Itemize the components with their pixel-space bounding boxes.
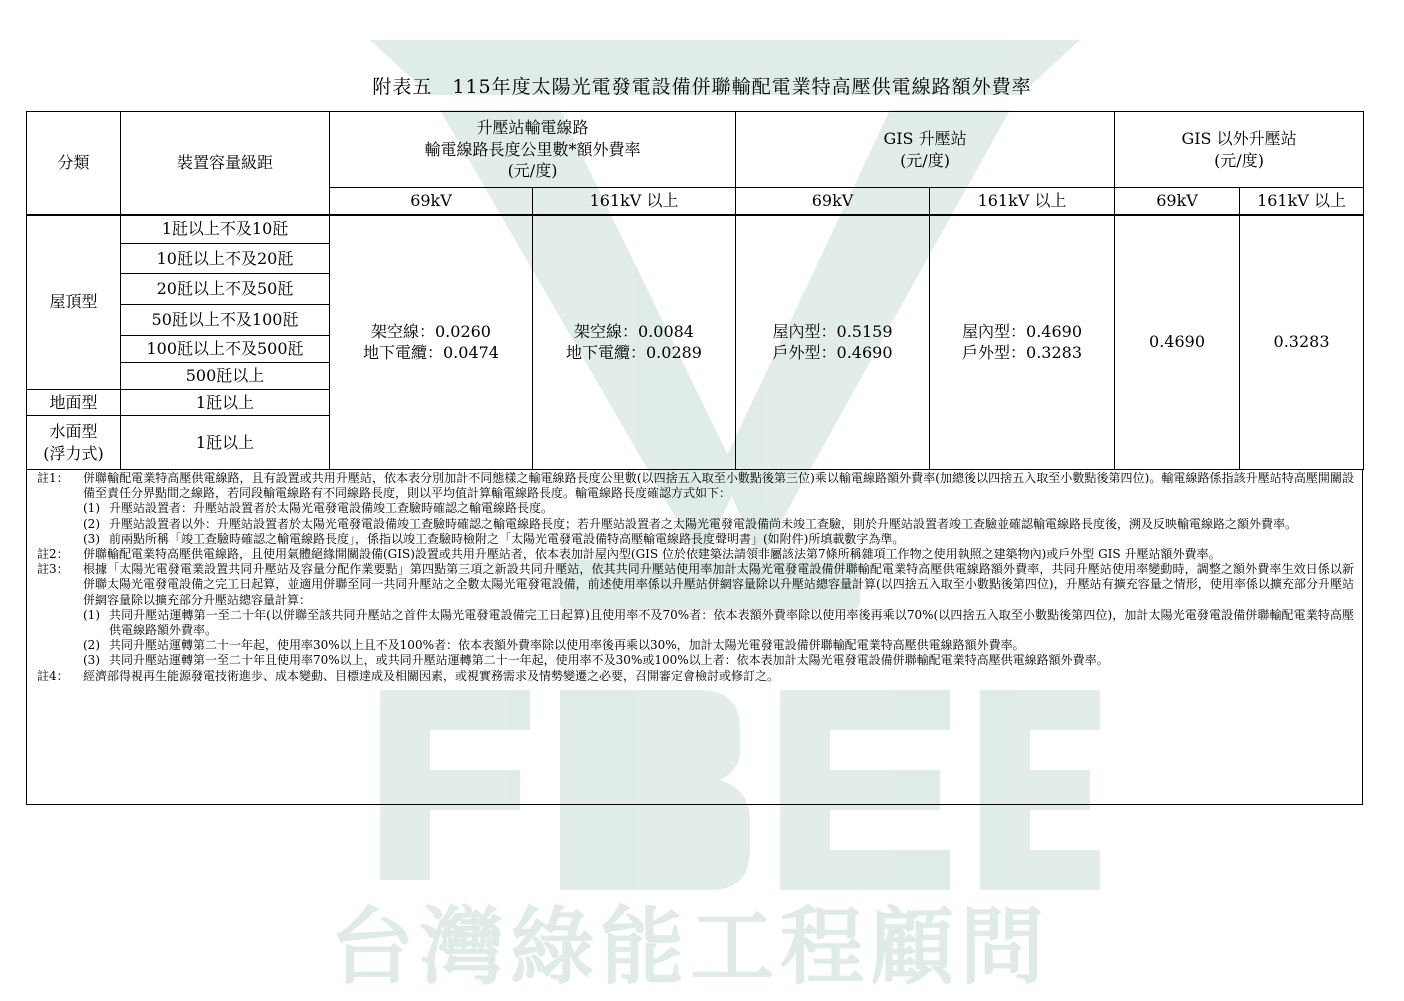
rate-table bbox=[26, 111, 1364, 470]
note-tag: 註3： bbox=[37, 562, 69, 577]
note-tag: 註1： bbox=[37, 471, 69, 485]
item-tag: (3) bbox=[83, 531, 100, 546]
rate-line-161kv: 架空線：0.0084 地下電纜：0.0289 bbox=[533, 215, 736, 470]
capacity-range: 1瓩以上 bbox=[121, 390, 330, 416]
note-1-item-1 bbox=[37, 501, 1354, 516]
note-3-item-3 bbox=[37, 653, 1354, 668]
item-tag: (2) bbox=[83, 638, 100, 653]
header-transmission-line: 升壓站輸電線路 輸電線路長度公里數*額外費率 (元/度) bbox=[330, 112, 736, 188]
rate-gis-161kv: 屋內型：0.4690 戶外型：0.3283 bbox=[930, 215, 1115, 470]
capacity-range: 100瓩以上不及500瓩 bbox=[121, 336, 330, 363]
note-text: 併聯輸配電業特高壓供電線路，且使用氣體絕緣開關設備(GIS)設置或共用升壓站者，依本表加計屋內型(GIS 位於依建築法請領非屬該法第7條所稱雜項工作物之使用執照之建築物內)或戶外型 GIS 升壓站額外費率。 bbox=[83, 547, 1221, 562]
header-row-1 bbox=[27, 112, 1364, 188]
rate-line-69kv: 架空線：0.0260 地下電纜：0.0474 bbox=[330, 215, 533, 470]
rate-nongis-69kv: 0.4690 bbox=[1115, 215, 1240, 470]
capacity-range: 1瓩以上 bbox=[121, 416, 330, 470]
note-4 bbox=[37, 669, 1354, 684]
header-gis-161kv: 161kV 以上 bbox=[930, 188, 1115, 215]
category-water: 水面型 (浮力式) bbox=[27, 416, 121, 470]
capacity-range: 500瓩以上 bbox=[121, 363, 330, 390]
category-ground: 地面型 bbox=[27, 390, 121, 416]
note-text: 併聯輸配電業特高壓供電線路，且有設置或共用升壓站，依本表分別加計不同態樣之輸電線路長度公里數(以四捨五入取至小數點後第三位)乘以輸電線路額外費率(加總後以四捨五入取至小數點後第四位)。輸電線路係指該升壓站特高壓開關設備至責任分界點間之線路，若同段輸電線路有不同線路長度，則以平均值計算輸電線路長度。輸電線路長度確認方式如下： bbox=[83, 471, 1354, 501]
header-gis-substation: GIS 升壓站 (元/度) bbox=[736, 112, 1115, 188]
capacity-range: 50瓩以上不及100瓩 bbox=[121, 305, 330, 336]
note-tag: 註4： bbox=[37, 668, 69, 683]
header-capacity: 裝置容量級距 bbox=[121, 112, 330, 215]
item-text: 共同升壓站運轉第一至二十年(以併聯至該共同升壓站之首件太陽光電發電設備完工日起算)且使用率不及70%者：依本表額外費率除以使用率後再乘以70%(以四捨五入取至小數點後第四位)，加計太陽光電發電設備併聯輸配電業特高壓供電線路額外費率。 bbox=[109, 607, 1354, 638]
rate-gis-69kv: 屋內型：0.5159 戶外型：0.4690 bbox=[736, 215, 930, 470]
item-tag: (1) bbox=[83, 501, 100, 516]
note-3-item-1 bbox=[37, 608, 1354, 638]
header-category: 分類 bbox=[27, 112, 121, 215]
header-nongis-69kv: 69kV bbox=[1115, 188, 1240, 215]
header-line-69kv: 69kV bbox=[330, 188, 533, 215]
item-tag: (3) bbox=[83, 653, 100, 668]
item-text: 前兩點所稱「竣工查驗時確認之輸電線路長度」，係指以竣工查驗時檢附之「太陽光電發電設備特高壓輸電線路長度聲明書」(如附件)所填載數字為準。 bbox=[109, 531, 905, 546]
header-nongis-161kv: 161kV 以上 bbox=[1240, 188, 1364, 215]
table-row bbox=[27, 215, 1364, 244]
note-text: 經濟部得視再生能源發電技術進步、成本變動、目標達成及相關因素，或視實務需求及情勢變遷之必要，召開審定會檢討或修訂之。 bbox=[83, 668, 780, 683]
header-gis-69kv: 69kV bbox=[736, 188, 930, 215]
header-non-gis-substation: GIS 以外升壓站 (元/度) bbox=[1115, 112, 1364, 188]
item-text: 升壓站設置者以外：升壓站設置者於太陽光電發電設備竣工查驗時確認之輸電線路長度；若升壓站設置者之太陽光電發電設備尚未竣工查驗，則於升壓站設置者竣工查驗並確認輸電線路長度後，溯及反映輸電線路之額外費率。 bbox=[109, 516, 1298, 531]
capacity-range: 1瓩以上不及10瓩 bbox=[121, 215, 330, 244]
rate-nongis-161kv: 0.3283 bbox=[1240, 215, 1364, 470]
notes-section bbox=[26, 469, 1363, 805]
capacity-range: 20瓩以上不及50瓩 bbox=[121, 274, 330, 305]
watermark-text: 台灣綠能工程顧問 bbox=[330, 898, 1051, 996]
note-1-item-3 bbox=[37, 532, 1354, 547]
item-text: 升壓站設置者：升壓站設置者於太陽光電發電設備竣工查驗時確認之輸電線路長度。 bbox=[109, 501, 554, 516]
item-text: 共同升壓站運轉第二十一年起，使用率30%以上且不及100%者：依本表額外費率除以使用率後再乘以30%，加計太陽光電發電設備併聯輸配電業特高壓供電線路額外費率。 bbox=[109, 638, 1025, 653]
page-title: 附表五 115年度太陽光電發電設備併聯輸配電業特高壓供電線路額外費率 bbox=[372, 76, 1032, 98]
note-1 bbox=[37, 471, 1354, 501]
note-3 bbox=[37, 562, 1354, 608]
note-2 bbox=[37, 547, 1354, 562]
item-tag: (1) bbox=[83, 607, 100, 622]
note-tag: 註2： bbox=[37, 547, 69, 562]
category-rooftop: 屋頂型 bbox=[27, 215, 121, 390]
header-line-161kv: 161kV 以上 bbox=[533, 188, 736, 215]
note-3-item-2 bbox=[37, 638, 1354, 653]
item-tag: (2) bbox=[83, 516, 100, 531]
note-1-item-2 bbox=[37, 517, 1354, 532]
capacity-range: 10瓩以上不及20瓩 bbox=[121, 244, 330, 274]
note-text: 根據「太陽光電發電業設置共同升壓站及容量分配作業要點」第四點第三項之新設共同升壓站，依其共同升壓站使用率加計太陽光電發電設備併聯輸配電業特高壓供電線路額外費率，共同升壓站使用率變動時，調整之額外費率生效日係以新併聯太陽光電發電設備之完工日起算，並適用併聯至同一共同升壓站之全數太陽光電發電設備，前述使用率係以升壓站併網容量除以升壓站總容量計算(以四捨五入取至小數點後第四位)，升壓站有擴充容量之情形，使用率係以擴充部分升壓站併網容量除以擴充部分升壓站總容量計算： bbox=[83, 562, 1354, 607]
item-text: 共同升壓站運轉第一至二十年且使用率70%以上，或共同升壓站運轉第二十一年起，使用率不及30%或100%以上者：依本表加計太陽光電發電設備併聯輸配電業特高壓供電線路額外費率。 bbox=[109, 653, 1109, 668]
